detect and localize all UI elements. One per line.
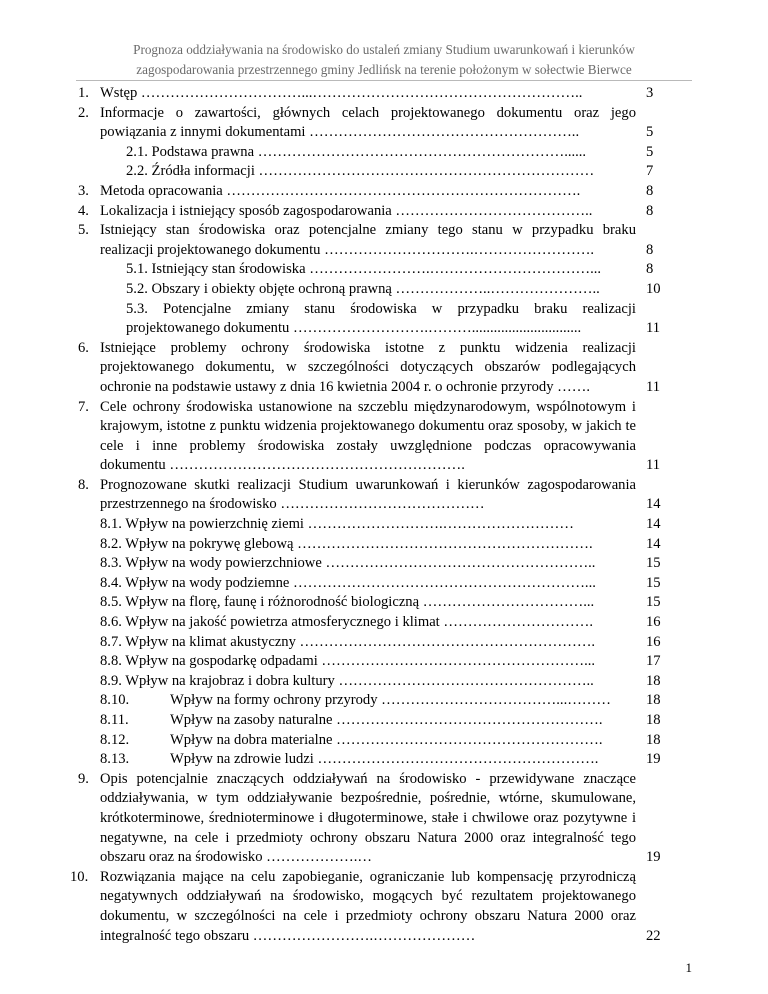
toc-entry-8-6[interactable] — [76, 613, 686, 633]
toc-entry-8-10[interactable] — [76, 691, 686, 711]
toc-entry-2[interactable] — [76, 104, 686, 143]
toc-page: 11 — [646, 378, 661, 395]
toc-entry-5-3[interactable] — [76, 300, 686, 339]
toc-number: 8.12. — [100, 731, 130, 748]
toc-page: 3 — [646, 85, 654, 101]
toc-number: 6. — [78, 339, 89, 356]
toc-title: 8.5. Wpływ na florę, faunę i różnorodność biologiczną ……………………………... — [100, 594, 595, 611]
toc-entry-9[interactable] — [76, 770, 686, 868]
toc-title: Opis potencjalnie znaczących oddziaływań na środowisko - przewidywane znaczące oddziaływania, w tym oddziaływanie bezpośrednie, pośrednie, wtórne, skumulowane, krótkoterminowe, średnioterminowe i długoterminowe, stałe i chwilowe oraz pozytywne i negatywne, na cele i przedmioty ochrony obszaru Natura 2000 oraz integralność tego obszaru oraz na środowisko ……………….… — [100, 770, 636, 866]
toc-title: Informacje o zawartości, głównych celach projektowanego dokumentu oraz jego powiązania z innymi dokumentami ……………………………………………….. — [100, 104, 636, 141]
toc-title: 2.2. Źródła informacji …………………………………………………………… — [126, 163, 595, 180]
toc-page: 16 — [646, 633, 661, 650]
table-of-contents — [70, 84, 686, 946]
toc-page: 19 — [646, 849, 661, 866]
toc-title: Wpływ na zdrowie ludzi …………………………………………………. — [170, 751, 599, 768]
toc-page: 8 — [646, 182, 654, 199]
toc-page: 8 — [646, 261, 654, 278]
toc-number: 8.11. — [100, 712, 129, 728]
toc-page: 14 — [646, 535, 661, 552]
toc-entry-8-12[interactable] — [76, 731, 686, 751]
toc-entry-2-2[interactable] — [76, 162, 686, 182]
toc-title: Lokalizacja i istniejący sposób zagospodarowania ………………………………….. — [100, 202, 593, 219]
toc-number: 8. — [78, 476, 89, 493]
toc-title: Cele ochrony środowiska ustanowione na szczeblu międzynarodowym, wspólnotowym i krajowym, istotne z punktu widzenia projektowanego dokumentu oraz sposoby, w jakich te cele i inne problemy środowiska zostały uwzględnione podczas opracowywania dokumentu ……………………………………………………. — [100, 398, 636, 474]
toc-page: 15 — [646, 594, 661, 611]
toc-page: 22 — [646, 927, 661, 944]
toc-entry-5[interactable] — [76, 221, 686, 260]
toc-title: Istniejące problemy ochrony środowiska istotne z punktu widzenia realizacji projektowanego dokumentu, w szczególności dotyczących obszarów podlegających ochronie na podstawie ustawy z dnia 16 kwietnia 2004 r. o ochronie przyrody ……. — [100, 339, 636, 395]
toc-page: 16 — [646, 614, 661, 631]
toc-entry-8[interactable] — [76, 476, 686, 515]
toc-number: 7. — [78, 398, 89, 415]
toc-entry-8-1[interactable] — [76, 515, 686, 535]
toc-entry-8-8[interactable] — [76, 652, 686, 672]
header-line-2: zagospodarowania przestrzennego gminy Jedlińsk na terenie położonym w sołectwie Bierwce — [136, 62, 632, 77]
toc-page: 17 — [646, 653, 661, 670]
toc-title: Wstęp ……………………………...……………………………………………….. — [100, 85, 583, 101]
toc-entry-8-2[interactable] — [76, 535, 686, 555]
toc-entry-2-1[interactable] — [76, 143, 686, 163]
toc-number: 1. — [78, 85, 89, 101]
toc-page: 7 — [646, 163, 654, 180]
toc-page: 8 — [646, 202, 654, 219]
toc-title: 8.2. Wpływ na pokrywę glebową ……………………………………………………. — [100, 535, 593, 552]
toc-title: 8.8. Wpływ na gospodarkę odpadami ………………………………………………... — [100, 653, 596, 670]
toc-title: 8.6. Wpływ na jakość powietrza atmosferycznego i klimat …………………………. — [100, 614, 593, 631]
toc-entry-8-9[interactable] — [76, 672, 686, 692]
toc-entry-7[interactable] — [76, 398, 686, 476]
toc-page: 11 — [646, 320, 661, 337]
toc-number: 9. — [78, 770, 89, 787]
toc-entry-8-4[interactable] — [76, 574, 686, 594]
toc-title: Rozwiązania mające na celu zapobieganie, ograniczanie lub kompensację przyrodniczą negatywnych oddziaływań na środowisko, mogących być rezultatem projektowanego dokumentu, w szczególności na cele i przedmioty ochrony obszaru Natura 2000 oraz integralność tego obszaru …………………….………………… — [100, 868, 636, 944]
toc-number: 5. — [78, 222, 89, 239]
toc-page: 5 — [646, 124, 654, 141]
toc-title: Wpływ na formy ochrony przyrody ………………………………...……… — [170, 692, 611, 709]
toc-number: 2. — [78, 104, 89, 121]
toc-title: 8.9. Wpływ na krajobraz i dobra kultury …………………………………………….. — [100, 672, 594, 689]
toc-page: 18 — [646, 731, 661, 748]
toc-page: 11 — [646, 457, 661, 474]
toc-page: 18 — [646, 672, 661, 689]
toc-page: 8 — [646, 241, 654, 258]
toc-entry-5-1[interactable] — [76, 260, 686, 280]
toc-title: 5.2. Obszary i obiekty objęte ochroną prawną ………………..………………….. — [126, 280, 600, 297]
toc-page: 10 — [646, 280, 661, 297]
toc-entry-4[interactable] — [76, 202, 686, 222]
toc-page: 15 — [646, 555, 661, 572]
toc-entry-8-3[interactable] — [76, 554, 686, 574]
header-divider — [76, 80, 692, 81]
toc-entry-8-7[interactable] — [76, 633, 686, 653]
toc-page: 19 — [646, 751, 661, 768]
toc-page: 14 — [646, 496, 661, 513]
header-line-1: Prognoza oddziaływania na środowisko do ustaleń zmiany Studium uwarunkowań i kierunków — [133, 42, 635, 57]
toc-title: 8.4. Wpływ na wody podziemne ……………………………………………………... — [100, 574, 596, 591]
toc-title: Prognozowane skutki realizacji Studium uwarunkowań i kierunków zagospodarowania przestrzennego na środowisko …………………………………… — [100, 476, 636, 513]
toc-title: 5.3. Potencjalne zmiany stanu środowiska w przypadku braku realizacji projektowanego dokumentu ……………………….……….............................. — [126, 300, 636, 337]
toc-number: 10. — [70, 868, 89, 885]
toc-number: 4. — [78, 202, 89, 219]
toc-title: Metoda opracowania ………………………………………………………………. — [100, 182, 581, 199]
toc-entry-8-5[interactable] — [76, 593, 686, 613]
toc-title: 8.3. Wpływ na wody powierzchniowe ……………………………………………….. — [100, 555, 596, 572]
toc-entry-5-2[interactable] — [76, 280, 686, 300]
toc-entry-8-11[interactable] — [76, 711, 686, 731]
toc-page: 5 — [646, 143, 654, 160]
toc-page: 18 — [646, 712, 661, 728]
toc-number: 8.13. — [100, 751, 130, 768]
toc-entry-3[interactable] — [76, 182, 686, 202]
toc-title: 8.7. Wpływ na klimat akustyczny ……………………………………………………. — [100, 633, 596, 650]
toc-page: 18 — [646, 692, 661, 709]
toc-entry-1[interactable] — [76, 84, 686, 104]
toc-title: Wpływ na dobra materialne ………………………………………………. — [170, 731, 603, 748]
toc-entry-8-13[interactable] — [76, 750, 686, 770]
toc-number: 3. — [78, 182, 89, 199]
toc-entry-10[interactable] — [70, 868, 686, 946]
running-header — [76, 40, 692, 80]
toc-title: 5.1. Istniejący stan środowiska …………………….……………………………... — [126, 261, 602, 278]
toc-title: Istniejący stan środowiska oraz potencjalne zmiany tego stanu w przypadku braku realizacji projektowanego dokumentu ………………………….……………………. — [100, 222, 636, 258]
toc-title: 2.1. Podstawa prawna ………………………………………………………...... — [126, 143, 587, 160]
toc-title: Wpływ na zasoby naturalne ………………………………………………. — [170, 712, 603, 728]
toc-number: 8.10. — [100, 692, 130, 709]
toc-entry-6[interactable] — [76, 339, 686, 398]
page-number: 1 — [685, 960, 692, 975]
toc-title: 8.1. Wpływ na powierzchnię ziemi ……………………….……………………… — [100, 516, 574, 533]
toc-page: 14 — [646, 516, 661, 533]
toc-page: 15 — [646, 574, 661, 591]
